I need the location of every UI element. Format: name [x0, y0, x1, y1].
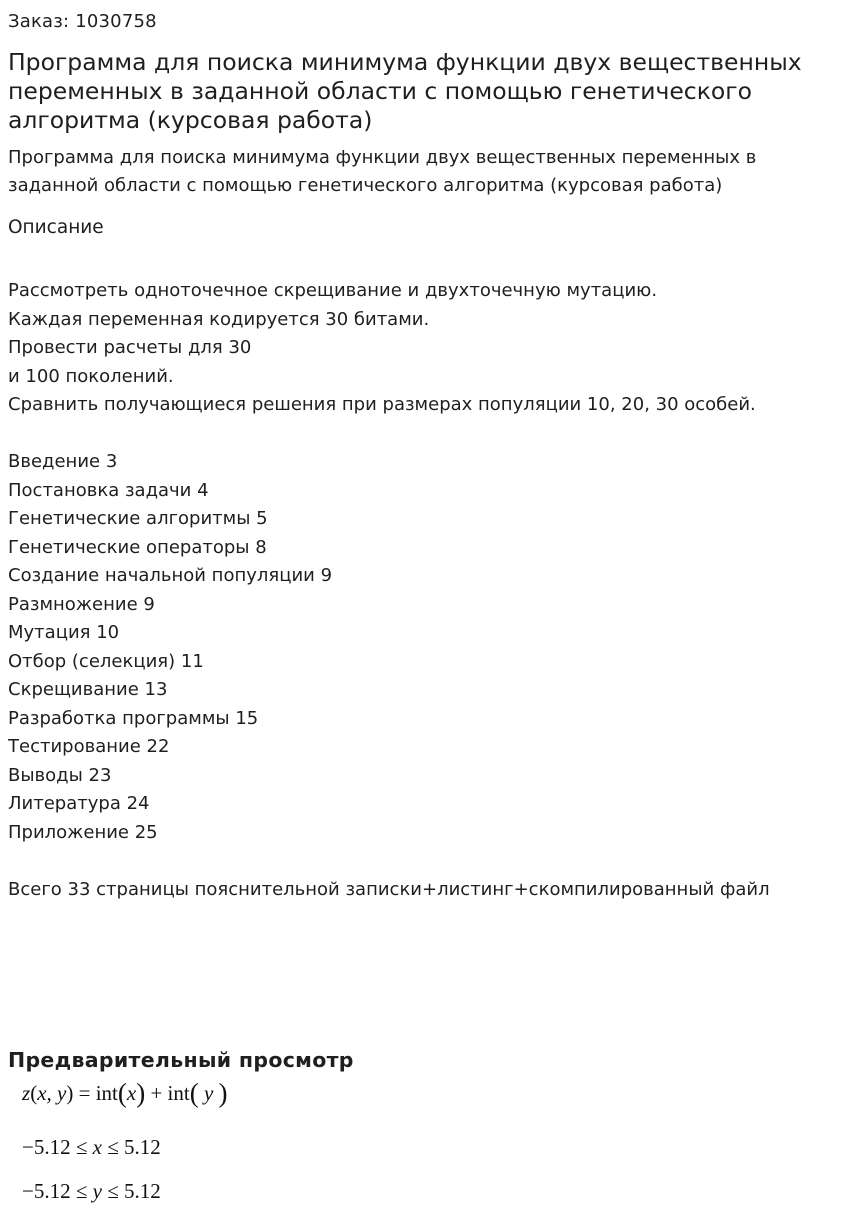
contents-item: Тестирование 22: [8, 736, 170, 757]
contents-item: Литература 24: [8, 793, 150, 814]
summary-text: Всего 33 страницы пояснительной записки+листинг+скомпилированный файл: [8, 878, 770, 900]
contents-item: Постановка задачи 4: [8, 479, 209, 501]
formula-x-range: −5.12 ≤ x ≤ 5.12: [22, 1135, 161, 1159]
blank-line: [8, 847, 843, 876]
contents-item: Создание начальной популяции 9: [8, 565, 333, 586]
description-line: Каждая переменная кодируется 30 битами.: [8, 308, 430, 330]
description-body: [8, 277, 843, 904]
contents-item: Генетические алгоритмы 5: [8, 508, 268, 529]
contents-item: Приложение 25: [8, 821, 158, 843]
contents-item: Введение 3: [8, 451, 118, 472]
contents-item: Мутация 10: [8, 622, 120, 643]
contents-item: Скрещивание 13: [8, 679, 168, 700]
contents-item: Генетические операторы 8: [8, 536, 267, 558]
page-title: Программа для поиска минимума функции двух вещественных переменных в заданной области с помощью генетического алгоритма (курсовая работа): [8, 48, 802, 134]
order-number: Заказ: 1030758: [8, 11, 157, 32]
description-line: Сравнить получающиеся решения при размерах популяции 10, 20, 30 особей.: [8, 394, 756, 415]
preview-heading: Предварительный просмотр: [8, 1048, 354, 1072]
contents-item: Размножение 9: [8, 593, 155, 615]
blank-line: [8, 420, 843, 449]
formula-function: z(x, y) = int(x) + int( y ): [22, 1078, 228, 1108]
description-line: и 100 поколений.: [8, 365, 174, 387]
description-line: Провести расчеты для 30: [8, 337, 252, 358]
formula-y-range: −5.12 ≤ y ≤ 5.12: [22, 1179, 161, 1203]
contents-item: Отбор (селекция) 11: [8, 650, 204, 672]
description-heading: Описание: [8, 217, 104, 238]
page-subtitle: Программа для поиска минимума функции двух вещественных переменных в заданной области с помощью генетического алгоритма (курсовая работа): [8, 147, 757, 196]
contents-item: Выводы 23: [8, 764, 112, 786]
description-line: Рассмотреть одноточечное скрещивание и двухточечную мутацию.: [8, 280, 658, 301]
contents-item: Разработка программы 15: [8, 707, 259, 729]
